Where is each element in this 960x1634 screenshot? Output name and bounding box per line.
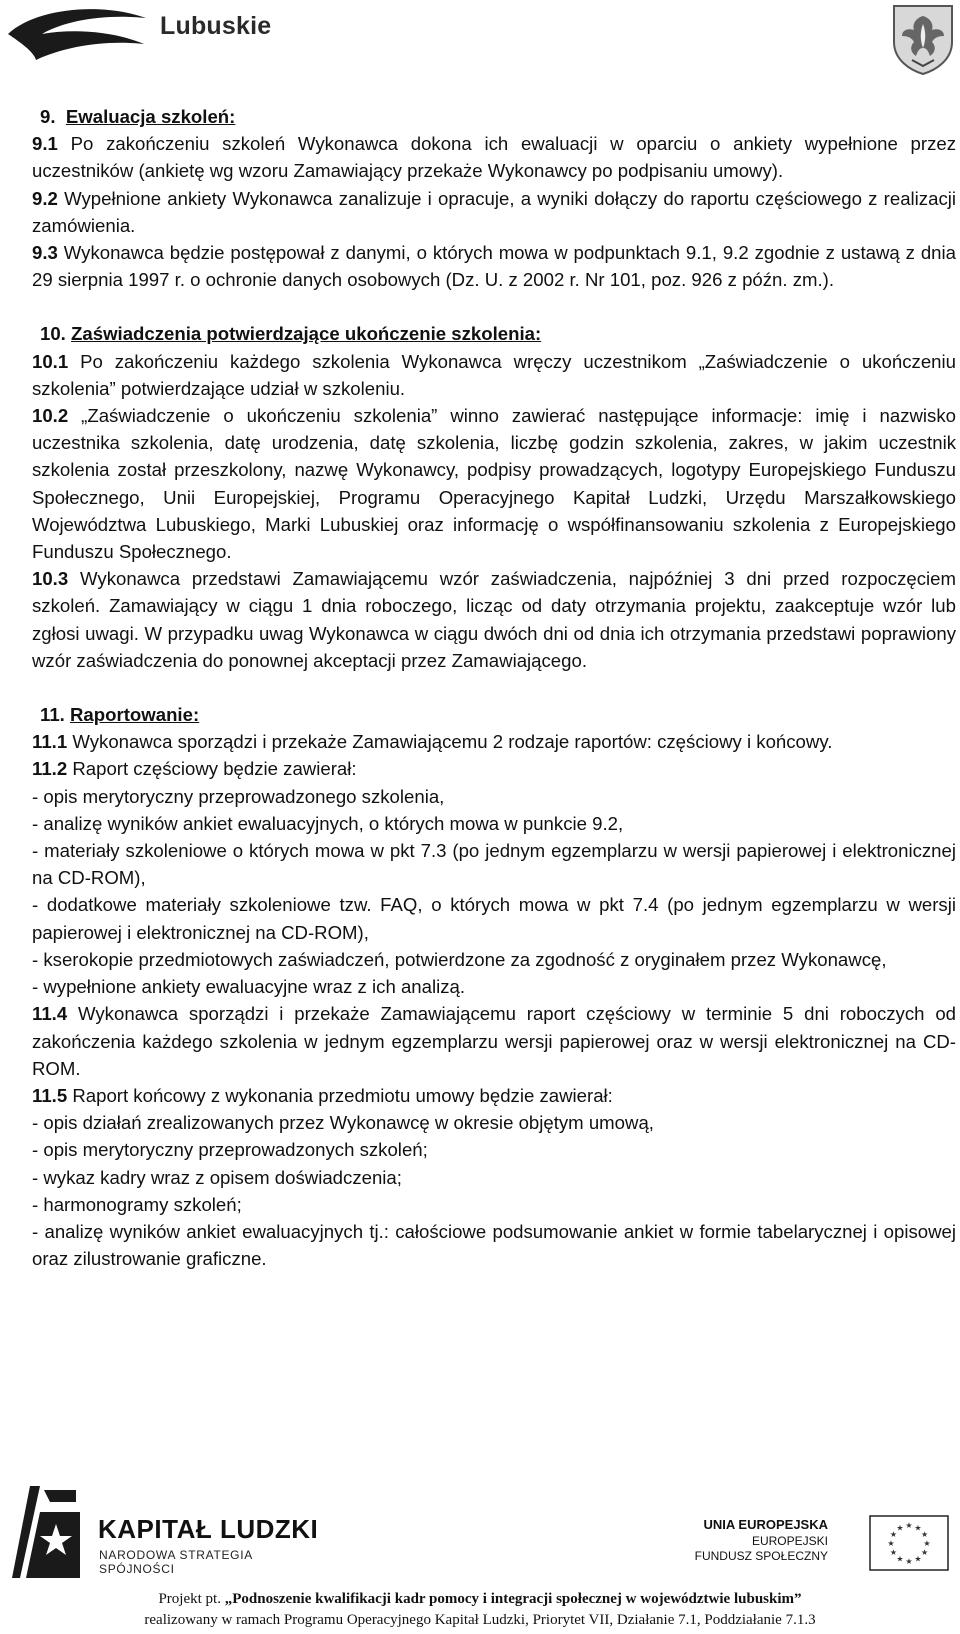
paragraph-10-2-text: „Zaświadczenie o ukończeniu szkolenia” winno zawierać następujące informacje: imię i nazwisko uczestnika szkolenia, datę urodzenia, datę szkolenia, liczbę godzin szkolenia, zakres, w jakim uczestnik szkolenia został przeszkolony, nazwę Wykonawcy, podpisy prowadzących, logotypy Europejskiego Funduszu Społecznego, Unii Europejskiej, Programu Operacyjnego Kapitał Ludzki, Urzędu Marszałkowskiego Województwa Lubuskiego, Marki Lubuskiej oraz informację o współfinansowaniu szkolenia z Europejskiego Funduszu Społecznego. bbox=[32, 405, 956, 563]
footer-project-title: „Podnoszenie kwalifikacji kadr pomocy i integracji społecznej w województwie lubuskim” bbox=[224, 1591, 802, 1607]
paragraph-11-2-number: 11.2 bbox=[32, 758, 68, 780]
eu-label: UNIA EUROPEJSKA bbox=[703, 1517, 828, 1532]
paragraph-10-2 bbox=[32, 402, 956, 565]
kapital-ludzki-subtitle: NARODOWA STRATEGIA SPÓJNOŚCI bbox=[99, 1548, 253, 1576]
spacer bbox=[32, 674, 956, 701]
paragraph-11-1-number: 11.1 bbox=[32, 731, 68, 753]
list-item: - harmonogramy szkoleń; bbox=[32, 1193, 242, 1215]
eu-star-icon: ★ bbox=[905, 1557, 913, 1566]
paragraph-9-3-text: Wykonawca będzie postępował z danymi, o których mowa w podpunktach 9.1, 9.2 zgodnie z ustawą z dnia 29 sierpnia 1997 r. o ochronie danych osobowych (Dz. U. z 2002 r. Nr 101, poz. 926 z późn. zm.). bbox=[32, 242, 956, 291]
kapital-ludzki-logo bbox=[10, 1480, 330, 1585]
paragraph-9-3 bbox=[32, 239, 956, 293]
list-item: - materiały szkoleniowe o których mowa w pkt 7.3 (po jednym egzemplarzu w wersji papierowej i elektronicznej na CD-ROM), bbox=[32, 840, 956, 889]
paragraph-11-5 bbox=[32, 1082, 956, 1109]
list-item: - dodatkowe materiały szkoleniowe tzw. FAQ, o których mowa w pkt 7.4 (po jednym egzemplarzu w wersji papierowej i elektronicznej na CD-ROM), bbox=[32, 894, 956, 943]
paragraph-9-1-number: 9.1 bbox=[32, 133, 58, 155]
paragraph-10-1-text: Po zakończeniu każdego szkolenia Wykonawca wręczy uczestnikom „Zaświadczenie o ukończeniu szkolenia” potwierdzające udział w szkoleniu. bbox=[32, 350, 956, 399]
list-item: - kserokopie przedmiotowych zaświadczeń, potwierdzone za zgodność z oryginałem przez Wykonawcę, bbox=[32, 948, 887, 970]
paragraph-10-1 bbox=[32, 348, 956, 402]
paragraph-9-3-number: 9.3 bbox=[32, 242, 58, 264]
list-item: - opis merytoryczny przeprowadzonych szkoleń; bbox=[32, 1139, 428, 1161]
paragraph-10-2-number: 10.2 bbox=[32, 405, 69, 427]
footer-line-1 bbox=[0, 1589, 960, 1610]
page-header bbox=[0, 0, 960, 90]
efs-label-line2: FUNDUSZ SPOŁECZNY bbox=[694, 1549, 828, 1563]
footer-prefix: Projekt pt. bbox=[158, 1591, 225, 1607]
footer-note bbox=[0, 1589, 960, 1631]
footer-line-2: realizowany w ramach Programu Operacyjnego Kapitał Ludzki, Priorytet VII, Działanie 7.1, Poddziałanie 7.1.3 bbox=[144, 1612, 816, 1628]
paragraph-11-2 bbox=[32, 755, 956, 782]
list-item: - wypełnione ankiety ewaluacyjne wraz z ich analizą. bbox=[32, 976, 466, 998]
section-11-heading bbox=[32, 701, 956, 728]
eu-star-icon: ★ bbox=[905, 1521, 913, 1530]
eu-star-icon: ★ bbox=[887, 1539, 895, 1548]
document-body bbox=[32, 103, 956, 1272]
lubuskie-logo bbox=[6, 4, 276, 64]
paragraph-10-3 bbox=[32, 565, 956, 674]
section-11-title: Raportowanie: bbox=[70, 704, 200, 726]
eu-star-icon: ★ bbox=[914, 1554, 922, 1564]
paragraph-11-4-number: 11.4 bbox=[32, 1003, 68, 1025]
coat-of-arms-icon bbox=[890, 2, 956, 76]
list-item: - analizę wyników ankiet ewaluacyjnych, o których mowa w punkcie 9.2, bbox=[32, 812, 624, 834]
section-9-number: 9. bbox=[40, 106, 56, 127]
paragraph-11-2-text: Raport częściowy będzie zawierał: bbox=[67, 758, 357, 780]
paragraph-10-1-number: 10.1 bbox=[32, 350, 69, 372]
kapital-ludzki-title: KAPITAŁ LUDZKI bbox=[98, 1514, 319, 1544]
section-9-heading bbox=[32, 103, 956, 130]
section-10-number: 10. bbox=[40, 323, 66, 345]
paragraph-9-2-text: Wypełnione ankiety Wykonawca zanalizuje i opracuje, a wyniki dołączy do raportu częściowego z realizacji zamówienia. bbox=[32, 187, 956, 236]
section-9-title: Ewaluacja szkoleń: bbox=[65, 106, 236, 127]
list-item: - opis działań zrealizowanych przez Wykonawcę w okresie objętym umową, bbox=[32, 1112, 654, 1134]
eu-star-icon: ★ bbox=[896, 1554, 904, 1564]
eu-efs-logo bbox=[694, 1505, 960, 1585]
paragraph-9-2-number: 9.2 bbox=[32, 187, 58, 209]
eu-star-icon: ★ bbox=[921, 1530, 929, 1539]
paragraph-10-3-text: Wykonawca przedstawi Zamawiającemu wzór zaświadczenia, najpóźniej 3 dni przed rozpoczęciem szkoleń. Zamawiający w ciągu 1 dnia roboczego, licząc od daty otrzymania projektu, zaakceptuje wzór lub zgłosi uwagi. W przypadku uwag Wykonawca w ciągu dwóch dni od dnia ich otrzymania przedstawi poprawiony wzór zaświadczenia do ponownej akceptacji przez Zamawiającego. bbox=[32, 568, 956, 671]
paragraph-11-1 bbox=[32, 728, 956, 755]
paragraph-11-4 bbox=[32, 1000, 956, 1082]
section-10-heading bbox=[32, 320, 956, 347]
list-item: - analizę wyników ankiet ewaluacyjnych tj.: całościowe podsumowanie ankiet w formie tabelarycznej i opisowej oraz zilustrowanie graficzne. bbox=[32, 1220, 956, 1270]
paragraph-11-5-text: Raport końcowy z wykonania przedmiotu umowy będzie zawierał: bbox=[67, 1084, 613, 1106]
paragraph-11-5-number: 11.5 bbox=[32, 1084, 68, 1106]
lubuskie-swoosh-icon bbox=[6, 4, 156, 64]
efs-label-line1: EUROPEJSKI bbox=[751, 1534, 828, 1548]
paragraph-10-3-number: 10.3 bbox=[32, 568, 69, 590]
list-item: - opis merytoryczny przeprowadzonego szkolenia, bbox=[32, 785, 445, 807]
eu-star-icon: ★ bbox=[896, 1523, 904, 1533]
eu-star-icon: ★ bbox=[889, 1530, 897, 1539]
lubuskie-brand-text: Lubuskie bbox=[160, 12, 272, 40]
eu-flag-icon bbox=[869, 1515, 949, 1571]
paragraph-9-1-text: Po zakończeniu szkoleń Wykonawca dokona ich ewaluacji w oparciu o ankiety wypełnione przez uczestników (ankietę wg wzoru Zamawiający przekaże Wykonawcy po podpisaniu umowy). bbox=[32, 133, 956, 182]
eu-star-icon: ★ bbox=[889, 1548, 897, 1557]
list-item: - wykaz kadry wraz z opisem doświadczenia; bbox=[32, 1166, 402, 1188]
paragraph-9-2 bbox=[32, 185, 956, 239]
paragraph-11-1-text: Wykonawca sporządzi i przekaże Zamawiającemu 2 rodzaje raportów: częściowy i końcowy. bbox=[67, 731, 833, 753]
footer-logos bbox=[0, 1480, 960, 1585]
eu-star-icon: ★ bbox=[914, 1523, 922, 1533]
eu-star-icon: ★ bbox=[921, 1548, 929, 1557]
spacer bbox=[32, 293, 956, 320]
section-11-number: 11. bbox=[40, 704, 65, 726]
paragraph-11-4-text: Wykonawca sporządzi i przekaże Zamawiającemu raport częściowy w terminie 5 dni roboczych od zakończenia każdego szkolenia w jednym egzemplarzu wersji papierowej oraz w wersji elektronicznej na CD-ROM. bbox=[32, 1003, 956, 1079]
eu-star-icon: ★ bbox=[923, 1539, 931, 1548]
section-10-title: Zaświadczenia potwierdzające ukończenie szkolenia: bbox=[71, 323, 542, 345]
paragraph-9-1 bbox=[32, 130, 956, 184]
kapital-ludzki-star-icon bbox=[10, 1482, 92, 1582]
